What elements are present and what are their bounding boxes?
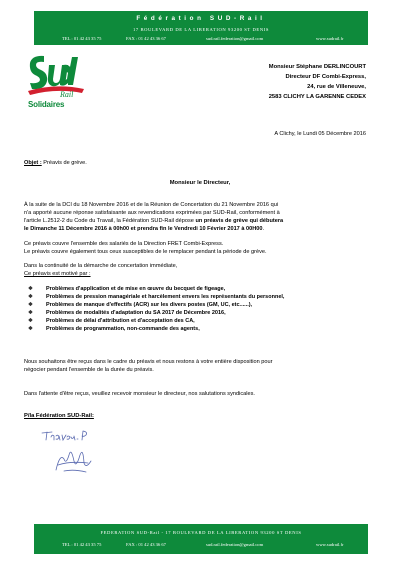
bullet-icon: ❖ <box>28 302 33 308</box>
object-text: Préavis de grève. <box>41 160 87 166</box>
list-item: ❖ Problèmes de programmation, non-commande des agents, <box>28 326 200 332</box>
signature-title: P/la Fédération SUD-Rail: <box>24 413 94 419</box>
letterhead-banner <box>34 11 368 45</box>
object-label: Objet : <box>24 160 42 166</box>
strike-notice-start: un préavis de grève qui débutera <box>195 218 284 224</box>
letter-object <box>24 160 87 168</box>
footer-tel: TEL : 01 42 43 35 75 <box>62 542 102 547</box>
paragraph-1-line-1: À la suite de la DCI du 18 Novembre 2016 et de la Réunion de Concertation du 21 Novembre 2016 qui <box>24 202 279 208</box>
letterhead-email: sud.rail.federation@gmail.com <box>206 36 264 41</box>
motives-heading: Ce préavis est motivé par : <box>24 271 91 277</box>
bullet-icon: ❖ <box>28 294 33 300</box>
letterhead-tel: TEL : 01 42 43 35 75 <box>62 36 102 41</box>
list-item: ❖ Problèmes de manque d'effectifs (ACR) sur les divers postes (GM, UC, etc......), <box>28 302 253 308</box>
paragraph-3: Dans la continuité de la démarche de concertation immédiate, <box>24 263 178 269</box>
footer-address: FEDERATION SUD-Rail - 17 BOULEVARD DE LA LIBERATION 93200 ST DENIS <box>100 530 302 535</box>
logo-solidaires: Solidaires <box>28 100 65 109</box>
paragraph-2-line-1: Ce préavis couvre l'ensemble des salariés de la Direction FRET Combi-Express. <box>24 241 224 247</box>
recipient-title: Directeur DF Combi-Express, <box>285 74 366 80</box>
paragraph-5: Dans l'attente d'être reçus, veuillez recevoir monsieur le directeur, nos salutations syndicales. <box>24 391 255 397</box>
paragraph-1-end: . <box>262 226 265 232</box>
paragraph-2-line-2: Le préavis couvre également tous ceux susceptibles de le remplacer pendant la période de grève. <box>24 249 267 255</box>
motives-list <box>28 285 284 333</box>
paragraph-4-line-2: négocier pendant l'ensemble de la durée du préavis. <box>24 367 154 373</box>
svg-text:Rail: Rail <box>60 90 74 99</box>
letterhead-title: Fédération SUD-Rail <box>136 15 266 22</box>
paragraph-1-line-2: n'a apporté aucune réponse satisfaisante aux revendications exprimées par SUD-Rail, conformément à <box>24 210 280 216</box>
list-item: ❖ Problèmes de délai d'attribution et d'acceptation des CA, <box>28 318 195 324</box>
bullet-icon: ❖ <box>28 286 33 292</box>
bullet-icon: ❖ <box>28 310 33 316</box>
letterhead-address: 17 BOULEVARD DE LA LIBERATION 93200 ST DENIS <box>132 27 270 32</box>
letter-date: A Clichy, le Lundi 05 Décembre 2016 <box>274 131 366 137</box>
list-item: ❖ Problèmes de pression managériale et harcèlement envers les représentants du personnel, <box>28 294 285 300</box>
paragraph-4-line-1: Nous souhaitons être reçus dans le cadre du préavis et nous restons à votre entière disposition pour <box>24 359 273 365</box>
footer-fax: FAX : 01 42 43 36 67 <box>126 542 166 547</box>
recipient-city: 2583 CLICHY LA GARENNE CEDEX <box>268 94 366 100</box>
recipient-block <box>269 62 366 102</box>
recipient-street: 24, rue de Villeneuve, <box>307 84 366 90</box>
bullet-icon: ❖ <box>28 326 33 332</box>
handwritten-signature <box>36 425 106 483</box>
recipient-name: Monsieur Stéphane DERLINCOURT <box>268 64 366 70</box>
paragraph-1-line-3 <box>24 218 283 226</box>
letterhead-fax: FAX : 01 42 43 36 67 <box>126 36 166 41</box>
bullet-icon: ❖ <box>28 318 33 324</box>
list-item: ❖ Problèmes de modalités d'adaptation du SA 2017 de Décembre 2016, <box>28 310 226 316</box>
footer-email: sud.rail.federation@gmail.com <box>206 542 264 547</box>
footer-banner <box>34 524 368 554</box>
paragraph-1-line-4 <box>24 226 264 234</box>
salutation: Monsieur le Directeur, <box>169 180 231 186</box>
letterhead-web: www.sudrail.fr <box>316 36 344 41</box>
paragraph-1-text: l'article L.2512-2 du Code du Travail, la Fédération SUD-Rail dépose <box>24 218 196 224</box>
list-item: ❖ Problèmes d'application et de mise en œuvre du becquet de figeage, <box>28 286 226 292</box>
strike-notice-period: le Dimanche 11 Décembre 2016 à 00h00 et prendra fin le Vendredi 10 Février 2017 à 00H00 <box>24 226 263 232</box>
footer-web: www.sudrail.fr <box>316 542 344 547</box>
